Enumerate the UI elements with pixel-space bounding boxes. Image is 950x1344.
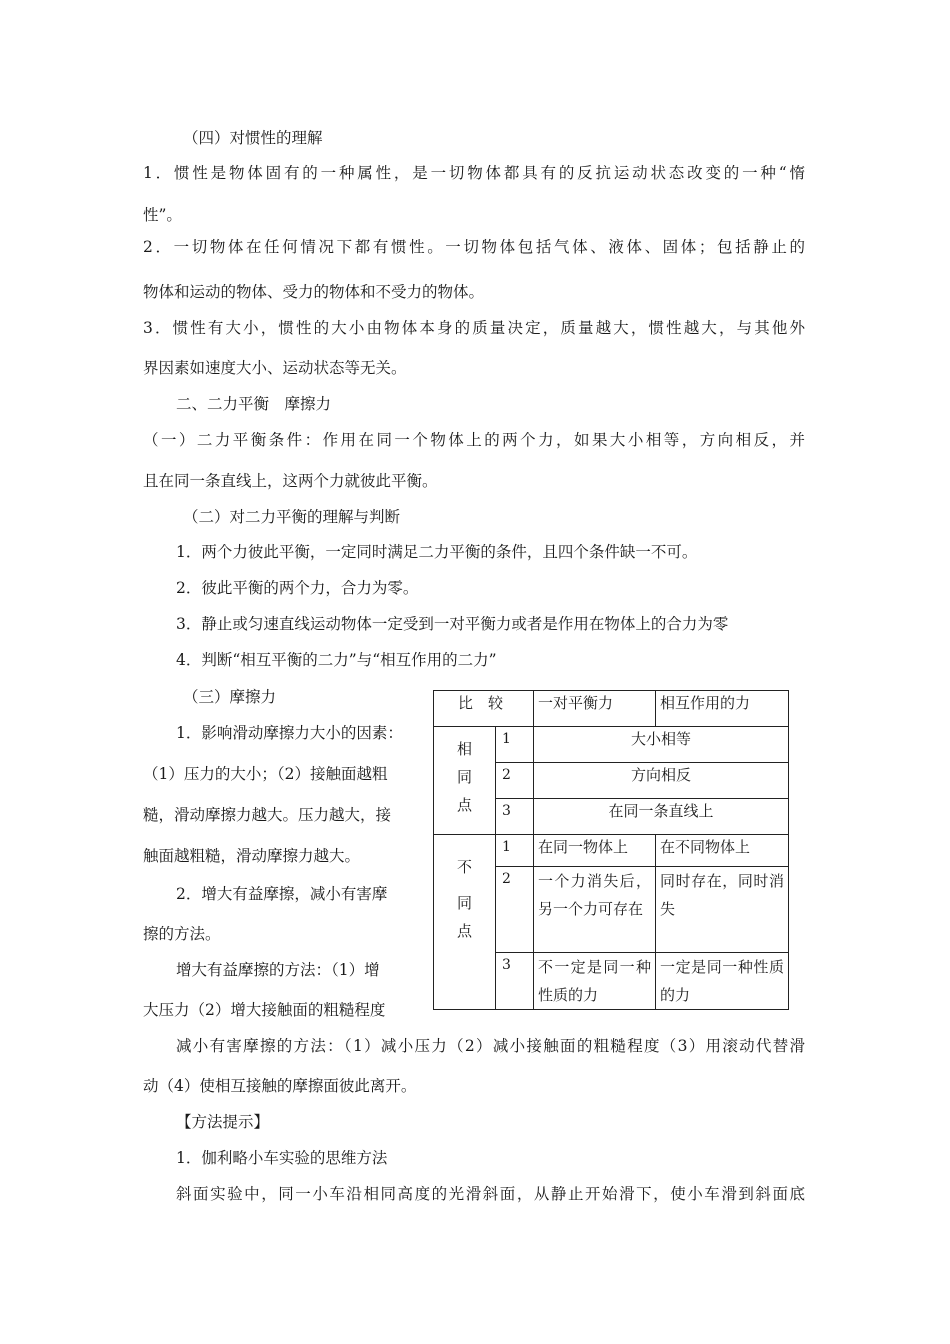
heading-friction: （三）摩擦力: [183, 688, 277, 706]
friction-point-2-cont: 擦的方法。: [143, 925, 221, 943]
row-number: 3: [496, 953, 534, 1010]
same-label-char: 相: [456, 740, 472, 758]
inertia-point-2-cont: 物体和运动的物体、受力的物体和不受力的物体。: [143, 283, 485, 301]
balance-condition-cont: 且在同一条直线上，这两个力就彼此平衡。: [143, 472, 438, 490]
different-points-label: [434, 835, 496, 1010]
diff-point-1-interaction: 在不同物体上: [656, 835, 789, 867]
judge-point-1: 1．两个力彼此平衡，一定同时满足二力平衡的条件，且四个条件缺一不可。: [176, 543, 698, 561]
same-points-label: [434, 727, 496, 835]
balance-condition: （一）二力平衡条件：作用在同一个物体上的两个力，如果大小相等，方向相反，并: [143, 431, 805, 449]
tips-heading: 【方法提示】: [176, 1113, 270, 1131]
diff-point-3-balanced: 不一定是同一种性质的力: [534, 953, 656, 1010]
table-row: [434, 727, 789, 763]
diff-label-char: 同: [456, 894, 472, 912]
friction-point-2: 2．增大有益摩擦，减小有害摩: [176, 885, 388, 903]
row-number: 1: [496, 835, 534, 867]
judge-point-2: 2．彼此平衡的两个力，合力为零。: [176, 579, 419, 597]
table-row: [434, 835, 789, 867]
friction-point-1-cont-b: 糙，滑动摩擦力越大。压力越大，接: [143, 806, 392, 824]
same-point-1: 大小相等: [534, 727, 789, 763]
heading-inertia: （四）对惯性的理解: [183, 129, 323, 147]
tips-point-1-body: 斜面实验中，同一小车沿相同高度的光滑斜面，从静止开始滑下，使小车滑到斜面底: [176, 1185, 805, 1203]
decrease-friction-methods-cont: 动（4）使相互接触的摩擦面彼此离开。: [143, 1077, 417, 1095]
heading-balance-judge: （二）对二力平衡的理解与判断: [183, 508, 401, 526]
same-point-2: 方向相反: [534, 763, 789, 799]
friction-point-1-cont-a: （1）压力的大小；（2）接触面越粗: [143, 765, 388, 783]
comparison-table: [433, 690, 789, 1010]
increase-friction-methods: 增大有益摩擦的方法：（1）增: [176, 961, 380, 979]
row-number: 2: [496, 763, 534, 799]
inertia-point-3-cont: 界因素如速度大小、运动状态等无关。: [143, 359, 407, 377]
diff-point-3-interaction: 一定是同一种性质的力: [656, 953, 789, 1010]
row-number: 2: [496, 867, 534, 953]
diff-label-char: 点: [456, 922, 472, 940]
spacer: [438, 881, 491, 889]
same-point-3: 在同一条直线上: [534, 799, 789, 835]
judge-point-3: 3．静止或匀速直线运动物体一定受到一对平衡力或者是作用在物体上的合力为零: [176, 615, 729, 633]
diff-label-char: 不: [456, 858, 472, 876]
row-number: 3: [496, 799, 534, 835]
header-interaction-pair: 相互作用的力: [656, 691, 789, 727]
increase-friction-methods-cont: 大压力（2）增大接触面的粗糙程度: [143, 1001, 386, 1019]
inertia-point-1-cont: 性”。: [143, 206, 182, 224]
tips-point-1: 1．伽利略小车实验的思维方法: [176, 1149, 388, 1167]
friction-point-1-cont-c: 触面越粗糙，滑动摩擦力越大。: [143, 847, 361, 865]
inertia-point-2: 2．一切物体在任何情况下都有惯性。一切物体包括气体、液体、固体；包括静止的: [143, 238, 805, 256]
heading-balance-friction: 二、二力平衡 摩擦力: [176, 395, 332, 413]
header-balanced-pair: 一对平衡力: [534, 691, 656, 727]
diff-point-1-balanced: 在同一物体上: [534, 835, 656, 867]
row-number: 1: [496, 727, 534, 763]
same-label-char: 点: [456, 796, 472, 814]
inertia-point-1: 1．惯性是物体固有的一种属性，是一切物体都具有的反抗运动状态改变的一种“惰: [143, 164, 805, 182]
diff-point-2-balanced: 一个力消失后，另一个力可存在: [534, 867, 656, 953]
header-compare: 比 较: [434, 691, 534, 727]
table-header-row: [434, 691, 789, 727]
inertia-point-3: 3．惯性有大小，惯性的大小由物体本身的质量决定，质量越大，惯性越大，与其他外: [143, 319, 805, 337]
decrease-friction-methods: 减小有害摩擦的方法：（1）减小压力（2）减小接触面的粗糙程度（3）用滚动代替滑: [176, 1037, 805, 1055]
diff-point-2-interaction: 同时存在，同时消失: [656, 867, 789, 953]
judge-point-4: 4．判断“相互平衡的二力”与“相互作用的二力”: [176, 651, 497, 669]
same-label-char: 同: [456, 768, 472, 786]
friction-point-1: 1．影响滑动摩擦力大小的因素：: [176, 724, 403, 742]
